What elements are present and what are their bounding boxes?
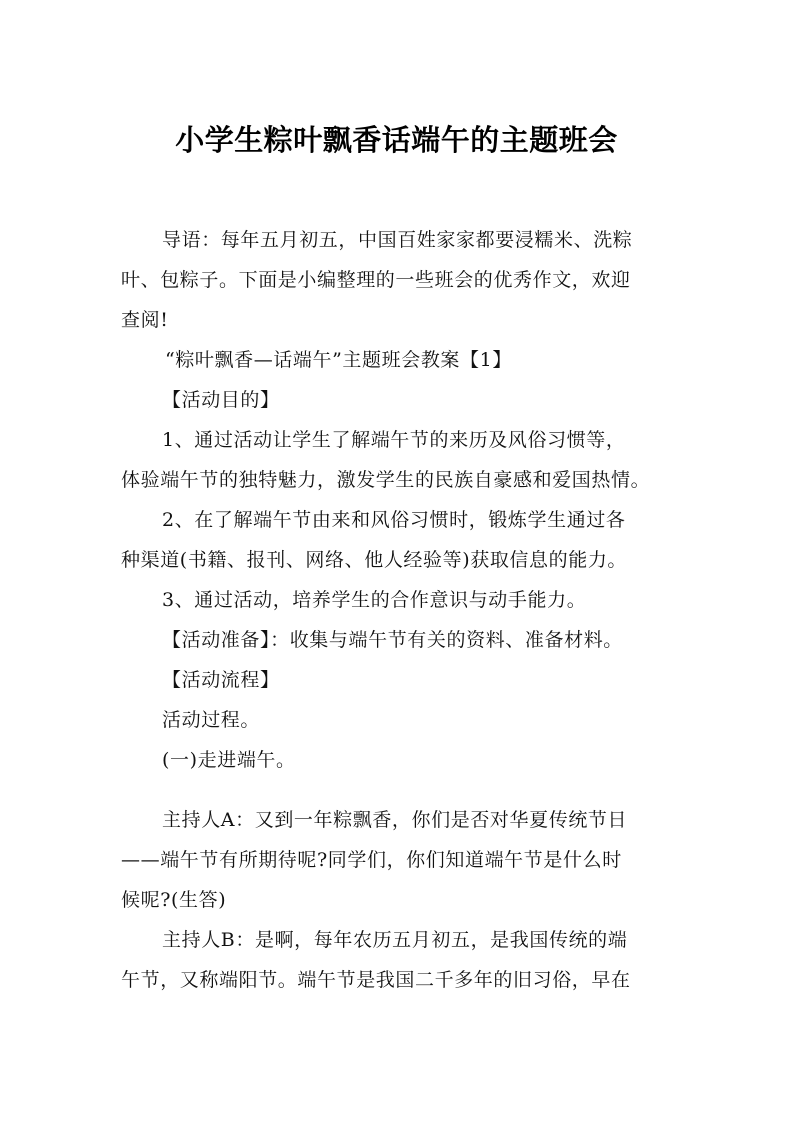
objective-2-line-2: 种渠道(书籍、报刊、网络、他人经验等)获取信息的能力。 [121, 549, 628, 571]
host-a-line-1: 主持人A：又到一年粽飘香，你们是否对华夏传统节日 [162, 809, 628, 831]
process-step-1: (一)走进端午。 [162, 749, 296, 771]
host-b-line-2: 午节，又称端阳节。端午节是我国二千多年的旧习俗，早在 [121, 969, 631, 991]
host-a-line-3: 候呢?(生答) [121, 889, 227, 911]
objective-1-line-1: 1、通过活动让学生了解端午节的来历及风俗习惯等， [162, 429, 626, 451]
section-heading-process: 【活动流程】 [162, 669, 280, 691]
objective-2-line-1: 2、在了解端午节由来和风俗习惯时，锻炼学生通过各 [162, 509, 626, 531]
paragraph-intro-line-1: 导语：每年五月初五，中国百姓家家都要浸糯米、洗粽 [162, 229, 633, 251]
document-title: 小学生粽叶飘香话端午的主题班会 [175, 123, 618, 157]
section-heading-lesson-plan: “粽叶飘香—话端午”主题班会教案【1】 [165, 349, 512, 371]
host-a-line-2: ——端午节有所期待呢?同学们，你们知道端午节是什么时 [121, 849, 622, 871]
section-preparation: 【活动准备】：收集与端午节有关的资料、准备材料。 [162, 629, 623, 651]
host-b-line-1: 主持人B：是啊，每年农历五月初五，是我国传统的端 [162, 929, 628, 951]
paragraph-intro-line-3: 查阅! [121, 309, 169, 331]
objective-1-line-2: 体验端午节的独特魅力，激发学生的民族自豪感和爱国热情。 [121, 469, 651, 491]
section-heading-objectives: 【活动目的】 [162, 389, 280, 411]
paragraph-intro-line-2: 叶、包粽子。下面是小编整理的一些班会的优秀作文，欢迎 [121, 269, 631, 291]
objective-3: 3、通过活动，培养学生的合作意识与动手能力。 [162, 589, 587, 611]
process-label: 活动过程。 [162, 709, 261, 731]
